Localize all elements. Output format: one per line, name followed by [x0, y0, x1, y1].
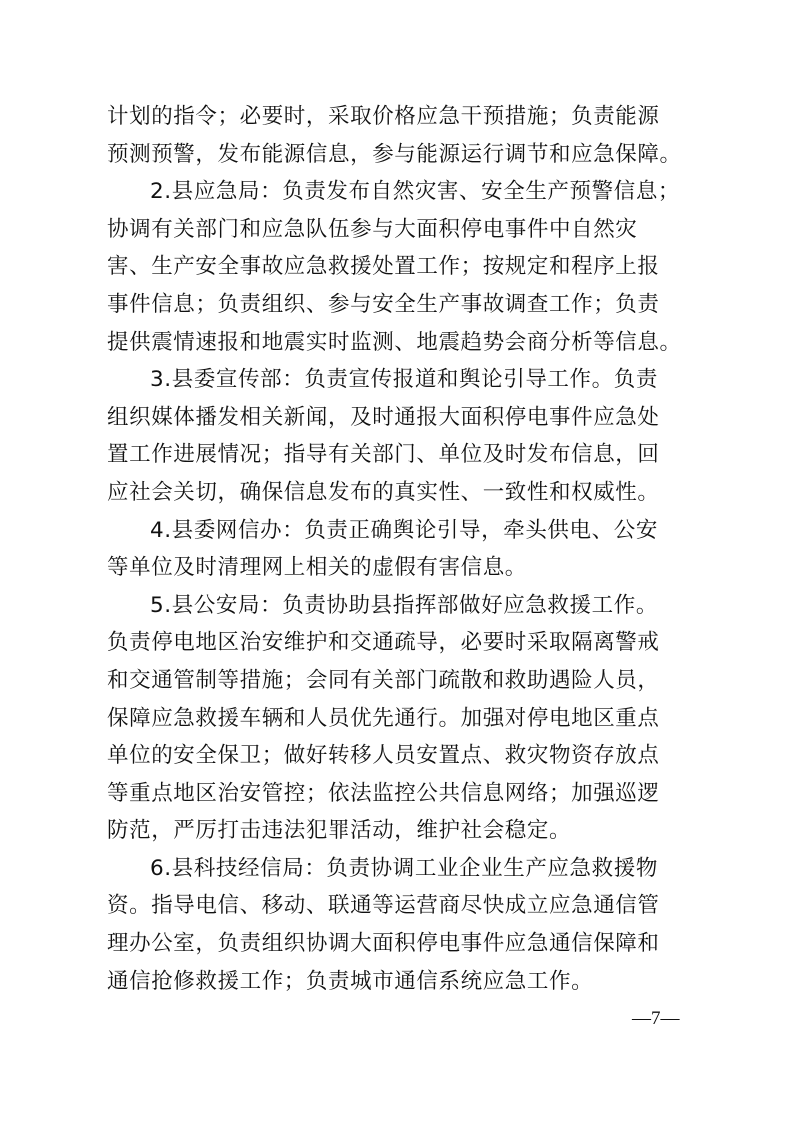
- text-line: 和交通管制等措施；会同有关部门疏散和救助遇险人员，: [107, 667, 660, 693]
- text-line: 事件信息；负责组织、参与安全生产事故调查工作；负责: [107, 291, 660, 317]
- text-line: 害、生产安全事故应急救援处置工作；按规定和程序上报: [107, 254, 660, 280]
- text-line: 资。指导电信、移动、联通等运营商尽快成立应急通信管: [107, 893, 660, 919]
- paragraph-start-line: 5.县公安局：负责协助县指挥部做好应急救援工作。: [150, 592, 658, 618]
- paragraph-start-line: 2.县应急局：负责发布自然灾害、安全生产预警信息；: [150, 179, 681, 205]
- paragraph-start-line: 3.县委宣传部：负责宣传报道和舆论引导工作。负责: [150, 367, 658, 393]
- page-number: —7—: [632, 1008, 680, 1029]
- text-line: 计划的指令；必要时，采取价格应急干预措施；负责能源: [107, 104, 660, 129]
- text-line: 等单位及时清理网上相关的虚假有害信息。: [107, 555, 527, 581]
- text-line: 协调有关部门和应急队伍参与大面积停电事件中自然灾: [107, 216, 638, 242]
- text-line: 应社会关切，确保信息发布的真实性、一致性和权威性。: [107, 479, 660, 505]
- text-line: 理办公室，负责组织协调大面积停电事件应急通信保障和: [107, 931, 660, 957]
- text-line: 预测预警，发布能源信息，参与能源运行调节和应急保障。: [107, 141, 682, 167]
- text-line: 提供震情速报和地震实时监测、地震趋势会商分析等信息。: [107, 329, 682, 355]
- paragraph-start-line: 6.县科技经信局：负责协调工业企业生产应急救援物: [150, 855, 658, 881]
- text-line: 等重点地区治安管控；依法监控公共信息网络；加强巡逻: [107, 780, 660, 806]
- text-line: 防范，严厉打击违法犯罪活动，维护社会稳定。: [107, 818, 572, 844]
- text-line: 置工作进展情况；指导有关部门、单位及时发布信息，回: [107, 442, 660, 468]
- paragraph-start-line: 4.县委网信办：负责正确舆论引导，牵头供电、公安: [150, 517, 658, 543]
- text-line: 单位的安全保卫；做好转移人员安置点、救灾物资存放点: [107, 743, 660, 769]
- text-line: 保障应急救援车辆和人员优先通行。加强对停电地区重点: [107, 705, 660, 731]
- text-line: 通信抢修救援工作；负责城市通信系统应急工作。: [107, 968, 594, 994]
- body-text: [107, 98, 701, 1000]
- text-line: 组织媒体播发相关新闻，及时通报大面积停电事件应急处: [107, 404, 660, 430]
- text-line: 负责停电地区治安维护和交通疏导，必要时采取隔离警戒: [107, 630, 660, 656]
